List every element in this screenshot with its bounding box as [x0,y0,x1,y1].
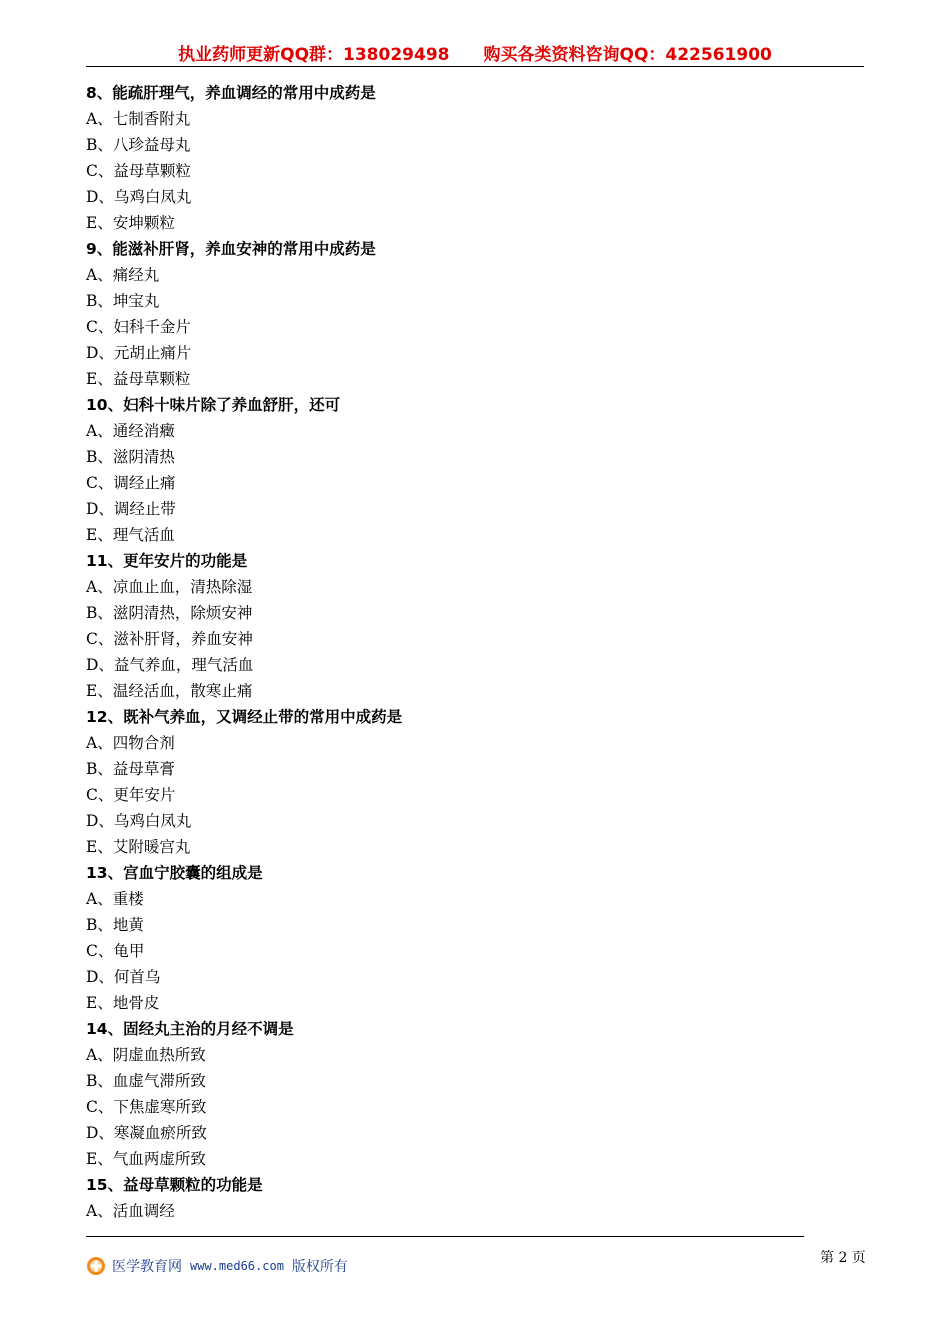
answer-option: B、滋阴清热 [86,448,175,466]
answer-option: E、理气活血 [86,526,175,544]
footer-brand [86,1255,348,1277]
answer-option: A、四物合剂 [86,734,175,752]
answer-option: C、调经止痛 [86,474,176,492]
header-divider [86,66,864,67]
qq-group-text: 执业药师更新QQ群：138029498 [178,45,450,65]
answer-option: D、何首乌 [86,968,161,986]
answer-option: E、安坤颗粒 [86,214,175,232]
answer-option: D、乌鸡白凤丸 [86,188,192,206]
answer-option: E、艾附暖宫丸 [86,838,191,856]
copyright-text: 版权所有 [291,1259,348,1275]
answer-option: B、益母草膏 [86,760,175,778]
brand-name: 医学教育网 [112,1259,182,1275]
answer-option: D、乌鸡白凤丸 [86,812,192,830]
answer-option: C、妇科千金片 [86,318,191,336]
page-number: 第 2 页 [820,1250,866,1266]
answer-option: A、七制香附丸 [86,110,191,128]
question-stem: 9、能滋补肝肾，养血安神的常用中成药是 [86,240,376,258]
answer-option: E、地骨皮 [86,994,160,1012]
purchase-contact-text: 购买各类资料咨询QQ：422561900 [483,45,772,65]
answer-option: B、滋阴清热，除烦安神 [86,604,253,622]
footer-divider [86,1236,804,1237]
answer-option: D、调经止带 [86,500,176,518]
answer-option: A、通经消癥 [86,422,175,440]
answer-option: B、地黄 [86,916,144,934]
answer-option: C、龟甲 [86,942,145,960]
answer-option: E、温经活血，散寒止痛 [86,682,253,700]
answer-option: E、气血两虚所致 [86,1150,206,1168]
answer-option: E、益母草颗粒 [86,370,191,388]
question-stem: 12、既补气养血，又调经止带的常用中成药是 [86,708,403,726]
answer-option: B、八珍益母丸 [86,136,191,154]
answer-option: D、寒凝血瘀所致 [86,1124,207,1142]
question-stem: 8、能疏肝理气，养血调经的常用中成药是 [86,84,376,102]
answer-option: D、益气养血，理气活血 [86,656,254,674]
answer-option: A、重楼 [86,890,144,908]
question-stem: 10、妇科十味片除了养血舒肝，还可 [86,396,341,414]
question-stem: 14、固经丸主治的月经不调是 [86,1020,294,1038]
question-stem: 13、宫血宁胶囊的组成是 [86,864,263,882]
med66-logo-icon [86,1256,106,1276]
page-header [86,40,864,65]
answer-option: A、痛经丸 [86,266,160,284]
answer-option: B、坤宝丸 [86,292,160,310]
question-list [86,80,864,1224]
question-stem: 11、更年安片的功能是 [86,552,248,570]
answer-option: A、活血调经 [86,1202,175,1220]
brand-url-link[interactable]: www.med66.com [190,1259,284,1273]
question-stem: 15、益母草颗粒的功能是 [86,1176,263,1194]
answer-option: A、凉血止血，清热除湿 [86,578,253,596]
answer-option: D、元胡止痛片 [86,344,192,362]
answer-option: C、更年安片 [86,786,176,804]
answer-option: C、下焦虚寒所致 [86,1098,207,1116]
answer-option: C、益母草颗粒 [86,162,191,180]
answer-option: A、阴虚血热所致 [86,1046,206,1064]
answer-option: B、血虚气滞所致 [86,1072,206,1090]
answer-option: C、滋补肝肾，养血安神 [86,630,253,648]
